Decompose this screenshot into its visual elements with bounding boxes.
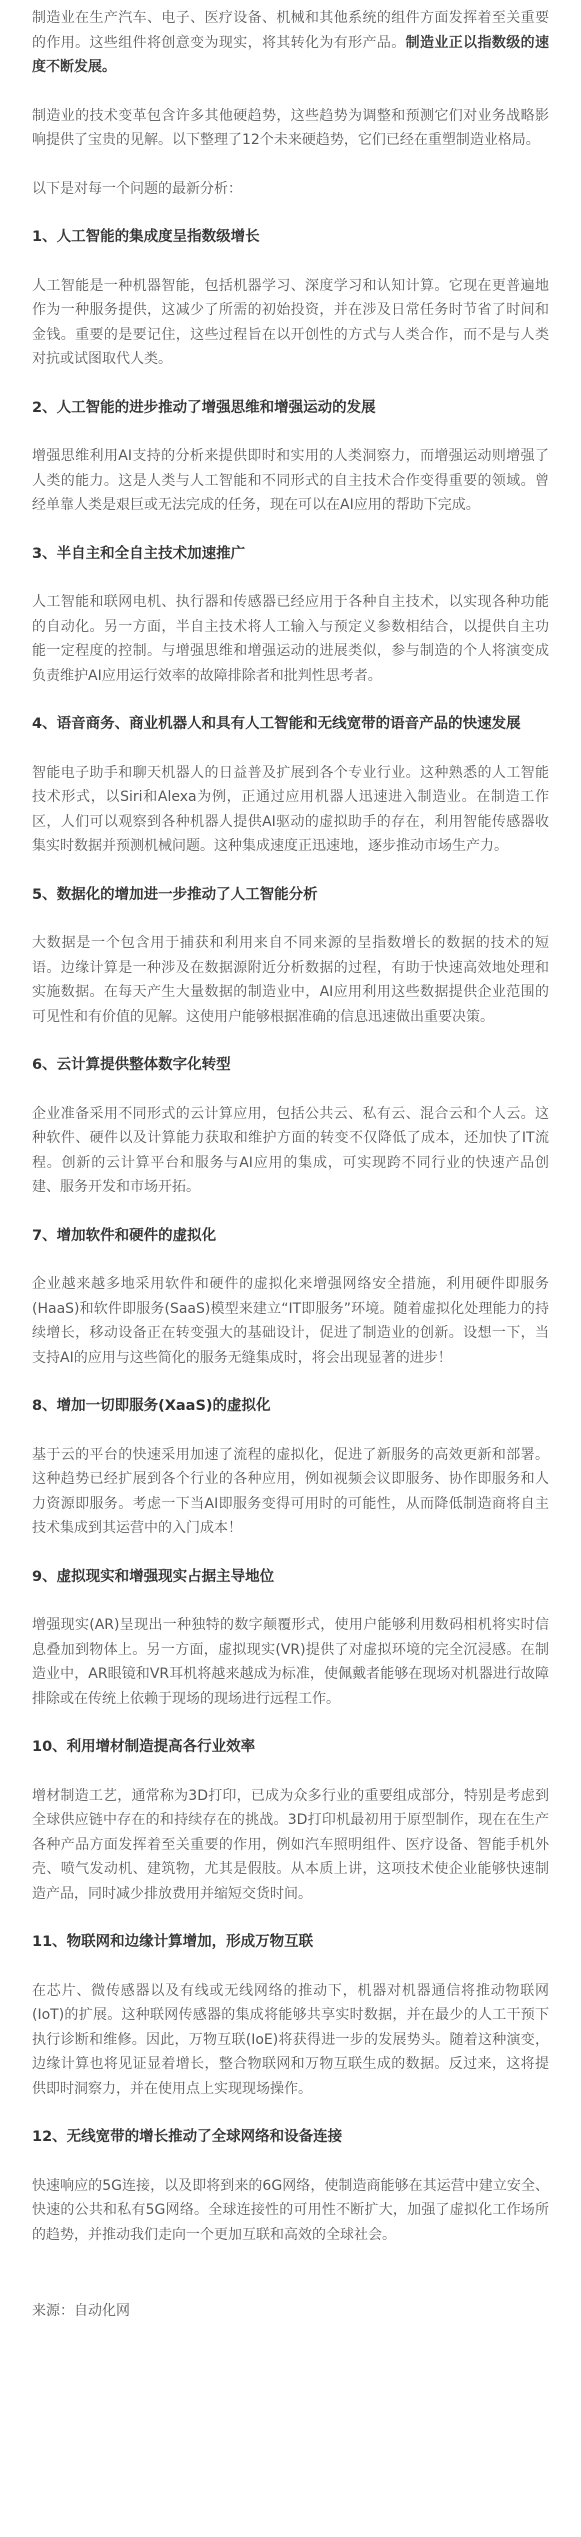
source-line: 来源：自动化网 — [32, 2303, 130, 2319]
section-body: 人工智能和联网电机、执行器和传感器已经应用于各种自主技术，以实现各种功能的自动化。另一方面，半自主技术将人工输入与预定义参数相结合，以提供自主功能一定程度的控制。与增强思维和增强运动的进展类似，参与制造的个人将演变成负责维护AI应用运行效率的故障排除者和批判性思考者。 — [32, 594, 549, 684]
section-title: 3、半自主和全自主技术加速推广 — [32, 545, 246, 562]
section-title: 12、无线宽带的增长推动了全球网络和设备连接 — [32, 2129, 343, 2145]
section-body: 人工智能是一种机器智能，包括机器学习、深度学习和认知计算。它现在更普遍地作为一种服务提供，这减少了所需的初始投资，并在涉及日常任务时节省了时间和金钱。重要的是要记住，这些过程旨在以开创性的方式与人类合作，而不是与人类对抗或试图取代人类。 — [32, 277, 549, 367]
section-title: 10、利用增材制造提高各行业效率 — [32, 1739, 256, 1755]
intro-text: 制造业在生产汽车、电子、医疗设备、机械和其他系统的组件方面发挥着至关重要的作用。这些组件将创意变为现实，将其转化为有形产品。 — [32, 10, 549, 51]
section-body: 企业准备采用不同形式的云计算应用，包括公共云、私有云、混合云和个人云。这种软件、硬件以及计算能力获取和维护方面的转变不仅降低了成本，还加快了IT流程。创新的云计算平台和服务与AI应用的集成，可实现跨不同行业的快速产品创建、服务开发和市场开拓。 — [32, 1105, 549, 1195]
section-title: 7、增加软件和硬件的虚拟化 — [32, 1227, 217, 1244]
section-body: 大数据是一个包含用于捕获和利用来自不同来源的呈指数增长的数据的技术的短语。边缘计算是一种涉及在数据源附近分析数据的过程，有助于快速高效地处理和实施数据。在每天产生大量数据的制造业中，AI应用利用这些数据提供企业范围的可见性和有价值的见解。这使用户能够根据准确的信息迅速做出重要决策。 — [32, 935, 549, 1025]
section-body: 增强现实(AR)呈现出一种独特的数字颠覆形式，使用户能够利用数码相机将实时信息叠加到物体上。另一方面，虚拟现实(VR)提供了对虚拟环境的完全沉浸感。在制造业中，AR眼镜和VR耳机将越来越成为标准，使佩戴者能够在现场对机器进行故障排除或在传统上依赖于现场的现场进行远程工作。 — [32, 1617, 549, 1707]
section-body: 快速响应的5G连接，以及即将到来的6G网络，使制造商能够在其运营中建立安全、快速的公共和私有5G网络。全球连接性的可用性不断扩大，加强了虚拟化工作场所的趋势，并推动我们走向一个更加互联和高效的全球社会。 — [32, 2177, 549, 2243]
section-title: 11、物联网和边缘计算增加，形成万物互联 — [32, 1934, 314, 1950]
intro-paragraph — [32, 6, 549, 80]
section-title: 5、数据化的增加进一步推动了人工智能分析 — [32, 886, 318, 903]
intro-paragraph-3: 以下是对每一个问题的最新分析： — [32, 180, 242, 197]
intro-emphasis: 制造业正以指数级的速度不断发展。 — [32, 34, 549, 75]
section-title: 1、人工智能的集成度呈指数级增长 — [32, 229, 260, 245]
section-body: 基于云的平台的快速采用加速了流程的虚拟化，促进了新服务的高效更新和部署。这种趋势已经扩展到各个行业的各种应用，例如视频会议即服务、协作即服务和人力资源即服务。考虑一下当AI即服务变得可用时的可能性，从而降低制造商将自主技术集成到其运营中的入门成本！ — [32, 1446, 549, 1536]
section-body: 在芯片、微传感器以及有线或无线网络的推动下，机器对机器通信将推动物联网(IoT)的扩展。这种联网传感器的集成将能够共享实时数据，并在最少的人工干预下执行诊断和维修。因此，万物互联(IoE)将获得进一步的发展势头。随着这种演变，边缘计算也将见证显着增长，整合物联网和万物互联生成的数据。反过来，这将提供即时洞察力，并在使用点上实现现场操作。 — [32, 1982, 549, 2097]
section-title: 2、人工智能的进步推动了增强思维和增强运动的发展 — [32, 399, 376, 416]
sections-container — [32, 225, 549, 2271]
intro-paragraph-2: 制造业的技术变革包含许多其他硬趋势，这些趋势为调整和预测它们对业务战略影响提供了宝贵的见解。以下整理了12个未来硬趋势，它们已经在重塑制造业格局。 — [32, 107, 549, 148]
section-body: 增强思维利用AI支持的分析来提供即时和实用的人类洞察力，而增强运动则增强了人类的能力。这是人类与人工智能和不同形式的自主技术合作变得重要的领域。曾经单靠人类是艰巨或无法完成的任务，现在可以在AI应用的帮助下完成。 — [32, 448, 549, 513]
section-body: 智能电子助手和聊天机器人的日益普及扩展到各个专业行业。这种熟悉的人工智能技术形式，以Siri和Alexa为例，正通过应用机器人迅速进入制造业。在制造工作区，人们可以观察到各种机器人提供AI驱动的虚拟助手的存在，利用智能传感器收集实时数据并预测机械问题。这种集成速度正迅速地，逐步推动市场生产力。 — [32, 764, 549, 854]
section-title: 8、增加一切即服务(XaaS)的虚拟化 — [32, 1398, 271, 1414]
section-title: 9、虚拟现实和增强现实占据主导地位 — [32, 1568, 275, 1585]
section-title: 6、云计算提供整体数字化转型 — [32, 1057, 231, 1073]
section-body: 企业越来越多地采用软件和硬件的虚拟化来增强网络安全措施，利用硬件即服务(HaaS)和软件即服务(SaaS)模型来建立“IT即服务”环境。随着虚拟化处理能力的持续增长，移动设备正在转变强大的基础设计，促进了制造业的创新。设想一下，当支持AI的应用与这些简化的服务无缝集成时，将会出现显著的进步！ — [32, 1276, 549, 1366]
section-title: 4、语音商务、商业机器人和具有人工智能和无线宽带的语音产品的快速发展 — [32, 716, 521, 732]
section-body: 增材制造工艺，通常称为3D打印，已成为众多行业的重要组成部分，特别是考虑到全球供应链中存在的和持续存在的挑战。3D打印机最初用于原型制作，现在在生产各种产品方面发挥着至关重要的作用，例如汽车照明组件、医疗设备、智能手机外壳、喷气发动机、建筑物，尤其是假肢。从本质上讲，这项技术使企业能够快速制造产品，同时减少排放费用并缩短交货时间。 — [32, 1787, 549, 1902]
